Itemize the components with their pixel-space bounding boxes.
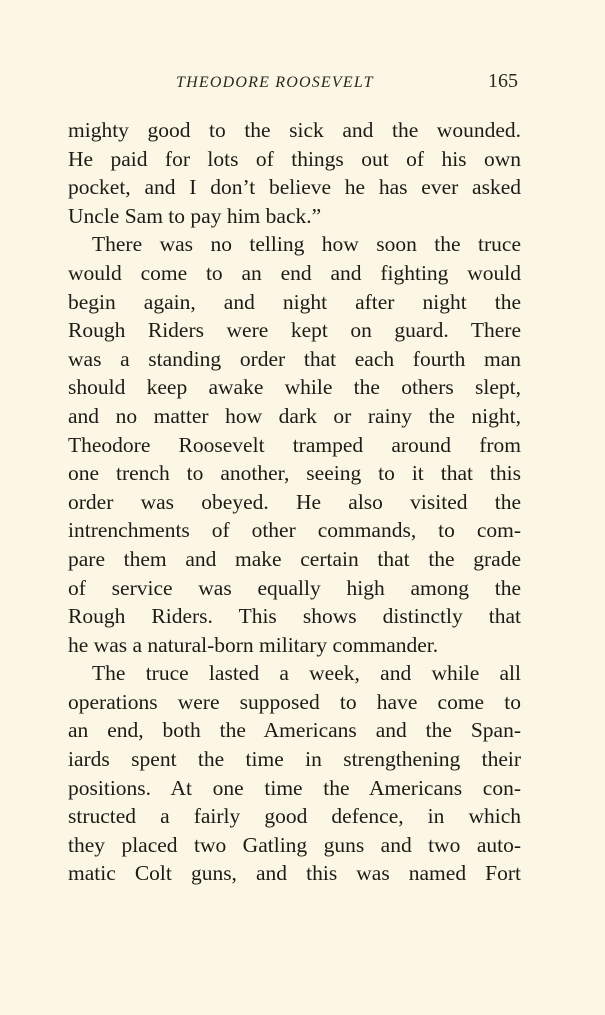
text-line: one trench to another, seeing to it that this (68, 461, 521, 486)
body-text (68, 116, 521, 888)
text-line: order was obeyed. He also visited the (68, 489, 521, 514)
text-line: There was no telling how soon the truce (92, 232, 521, 257)
text-line: an end, both the Americans and the Span- (68, 718, 521, 743)
text-line: He paid for lots of things out of his own (68, 146, 521, 171)
running-head (68, 70, 520, 98)
text-line: Rough Riders. This shows distinctly that (68, 604, 521, 629)
text-line: structed a fairly good defence, in which (68, 804, 521, 829)
text-line: Uncle Sam to pay him back.” (68, 203, 322, 228)
text-line: Theodore Roosevelt tramped around from (68, 432, 521, 457)
text-line: pare them and make certain that the grade (68, 546, 521, 571)
text-line: pocket, and I don’t believe he has ever asked (68, 175, 521, 200)
text-line: begin again, and night after night the (68, 289, 521, 314)
text-line: should keep awake while the others slept, (68, 375, 521, 400)
text-line: iards spent the time in strengthening their (68, 747, 521, 772)
text-line: of service was equally high among the (68, 575, 521, 600)
text-line: Rough Riders were kept on guard. There (68, 318, 521, 343)
text-line: and no matter how dark or rainy the night, (68, 403, 521, 428)
text-line: positions. At one time the Americans con- (68, 775, 521, 800)
text-line: matic Colt guns, and this was named Fort (68, 861, 521, 886)
text-line: mighty good to the sick and the wounded. (68, 118, 521, 142)
text-line: intrenchments of other commands, to com- (68, 518, 521, 543)
text-line: The truce lasted a week, and while all (92, 661, 521, 686)
text-line: would come to an end and fighting would (68, 260, 521, 285)
text-line: he was a natural-born military commander. (68, 632, 439, 657)
page-number: 165 (488, 70, 518, 92)
text-line: was a standing order that each fourth man (68, 346, 521, 371)
text-line: operations were supposed to have come to (68, 689, 521, 714)
running-title: THEODORE ROOSEVELT (176, 74, 374, 91)
text-line: they placed two Gatling guns and two auto- (68, 832, 521, 857)
